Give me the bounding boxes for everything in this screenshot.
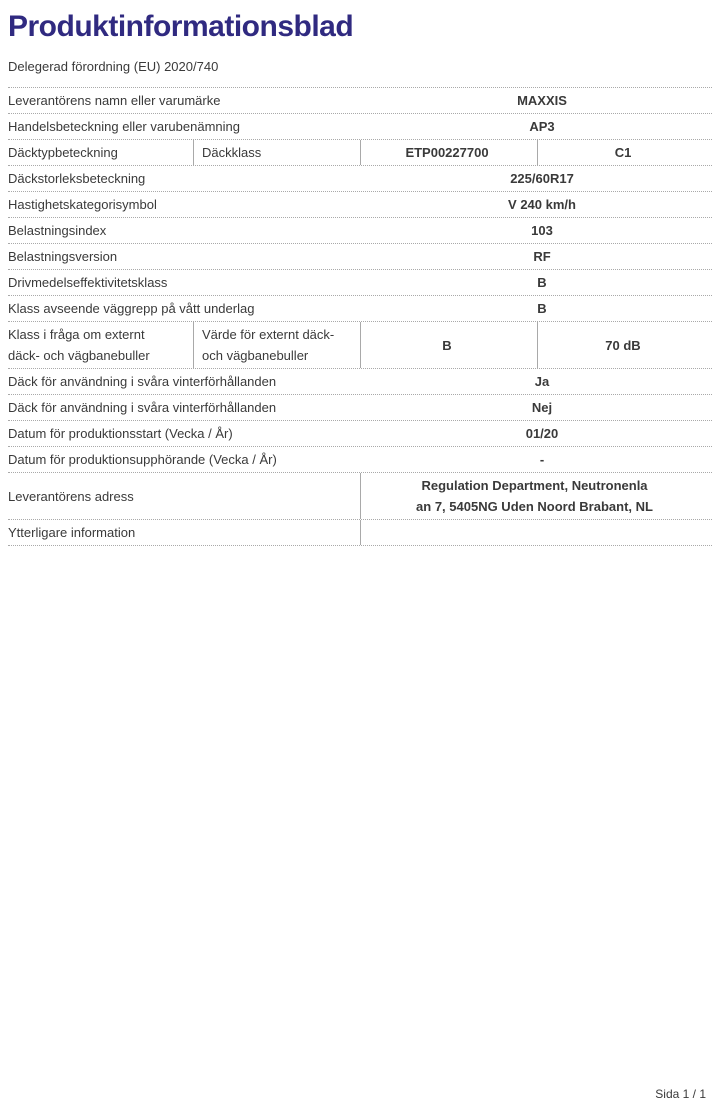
production-end-value: - <box>539 452 545 467</box>
load-version-label: Belastningsversion <box>8 249 118 264</box>
speed-symbol-label: Hastighetskategorisymbol <box>8 197 157 212</box>
load-index-value: 103 <box>531 223 553 238</box>
row-wet-grip <box>8 296 712 322</box>
supplier-address-value: Regulation Department, Neutronenla an 7, 5405NG Uden Noord Brabant, NL <box>360 473 712 519</box>
tyre-type-label: Däcktypbeteckning <box>8 145 118 160</box>
row-fuel-efficiency <box>8 270 712 296</box>
trade-name-value: AP3 <box>529 119 555 134</box>
production-start-value: 01/20 <box>525 426 559 441</box>
row-severe-winter <box>8 395 712 421</box>
load-version-value: RF <box>533 249 551 264</box>
row-severe-snow <box>8 369 712 395</box>
row-speed-symbol <box>8 192 712 218</box>
row-load-index <box>8 218 712 244</box>
tyre-size-label: Däckstorleksbeteckning <box>8 171 146 186</box>
noise-class-label: Klass i fråga om externt däck- och vägbanebuller <box>8 327 150 363</box>
additional-info-value <box>360 520 712 545</box>
product-info-table <box>8 87 712 546</box>
tyre-class-value: C1 <box>537 140 712 165</box>
tyre-class-label: Däckklass <box>193 140 360 165</box>
severe-snow-label: Däck för användning i svåra vinterförhållanden <box>8 374 277 389</box>
tyre-size-value: 225/60R17 <box>510 171 574 186</box>
page-title: Produktinformationsblad <box>8 10 354 43</box>
trade-name-label: Handelsbeteckning eller varubenämning <box>8 119 240 134</box>
row-load-version <box>8 244 712 270</box>
page-number: Sida 1 / 1 <box>655 1087 706 1101</box>
row-additional-info <box>8 520 712 546</box>
load-index-label: Belastningsindex <box>8 223 107 238</box>
row-tyre-size <box>8 166 712 192</box>
supplier-address-label: Leverantörens adress <box>8 488 134 504</box>
supplier-name-label: Leverantörens namn eller varumärke <box>8 93 221 108</box>
tyre-type-value: ETP00227700 <box>360 140 537 165</box>
noise-value-label: Värde för externt däck- och vägbanebuller <box>193 322 360 368</box>
noise-db-value: 70 dB <box>537 322 712 368</box>
row-supplier-name <box>8 88 712 114</box>
severe-winter-value: Nej <box>531 400 553 415</box>
row-trade-name <box>8 114 712 140</box>
production-start-label: Datum för produktionsstart (Vecka / År) <box>8 426 233 441</box>
severe-snow-value: Ja <box>534 374 550 389</box>
row-supplier-address <box>8 473 712 520</box>
production-end-label: Datum för produktionsupphörande (Vecka / År) <box>8 452 277 467</box>
wet-grip-value: B <box>537 301 547 316</box>
additional-info-label: Ytterligare information <box>8 525 136 540</box>
row-production-end <box>8 447 712 473</box>
regulation-subtitle: Delegerad förordning (EU) 2020/740 <box>8 59 219 74</box>
wet-grip-label: Klass avseende väggrepp på vått underlag <box>8 301 255 316</box>
fuel-efficiency-value: B <box>537 275 547 290</box>
speed-symbol-value: V 240 km/h <box>508 197 576 212</box>
supplier-name-value: MAXXIS <box>517 93 567 108</box>
row-tyre-type <box>8 140 712 166</box>
row-external-noise <box>8 322 712 369</box>
fuel-efficiency-label: Drivmedelseffektivitetsklass <box>8 275 168 290</box>
noise-class-value: B <box>360 322 537 368</box>
row-production-start <box>8 421 712 447</box>
product-information-sheet <box>0 0 720 546</box>
severe-winter-label: Däck för användning i svåra vinterförhållanden <box>8 400 277 415</box>
